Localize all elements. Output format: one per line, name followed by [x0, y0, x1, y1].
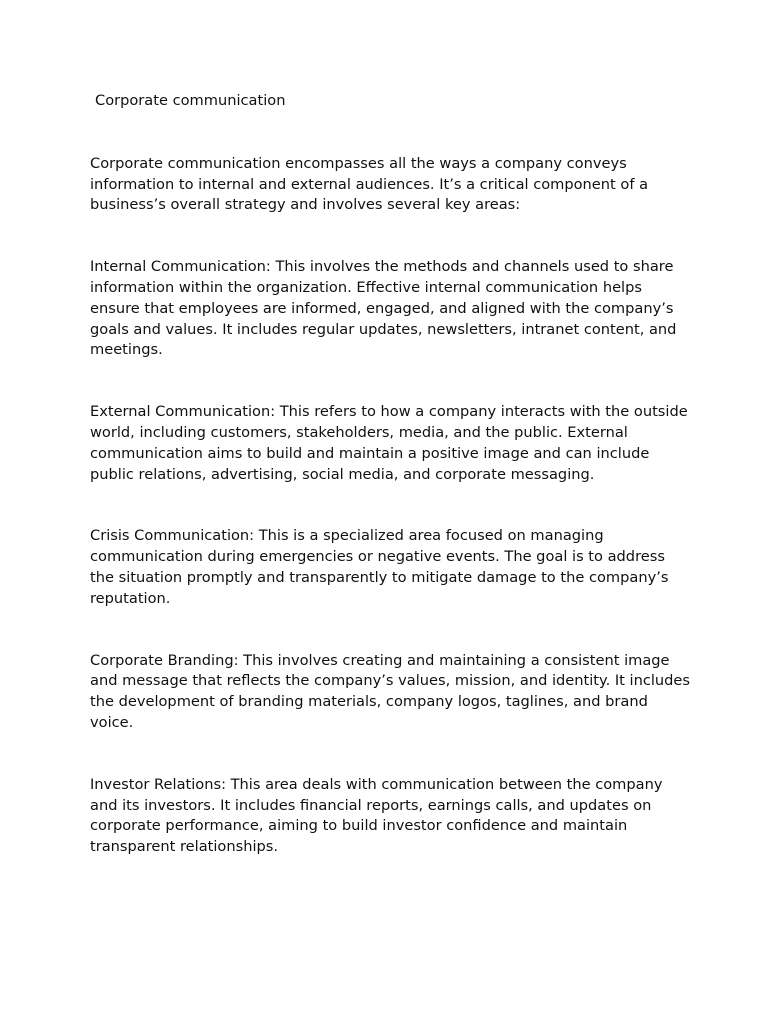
paragraph-internal-communication: Internal Communication: This involves the methods and channels used to share information within the organization. Effective internal communication helps ensure that employees are informed, engaged, and aligned with the company’s goals and values. It includes regular updates, newsletters, intranet content, and meetings.: [90, 258, 677, 359]
paragraph-corporate-branding: Corporate Branding: This involves creating and maintaining a consistent image and message that reflects the company’s values, mission, and identity. It includes the development of branding materials, company logos, taglines, and brand voice.: [90, 651, 690, 731]
document-page: [90, 91, 690, 899]
document-title: Corporate communication: [95, 92, 286, 109]
paragraph-investor-relations: Investor Relations: This area deals with communication between the company and its investors. It includes financial reports, earnings calls, and updates on corporate performance, aiming to build investor confidence and maintain transparent relationships.: [90, 775, 663, 856]
paragraph-crisis-communication: Crisis Communication: This is a specialized area focused on managing communication during emergencies or negative events. The goal is to address the situation promptly and transparently to mitigate damage to the company’s reputation.: [90, 527, 669, 607]
paragraph-intro: Corporate communication encompasses all the ways a company conveys information to internal and external audiences. It’s a critical component of a business’s overall strategy and involves several key areas:: [90, 154, 649, 214]
paragraph-external-communication: External Communication: This refers to how a company interacts with the outside world, including customers, stakeholders, media, and the public. External communication aims to build and maintain a positive image and can include public relations, advertising, social media, and corporate messaging.: [90, 403, 688, 483]
